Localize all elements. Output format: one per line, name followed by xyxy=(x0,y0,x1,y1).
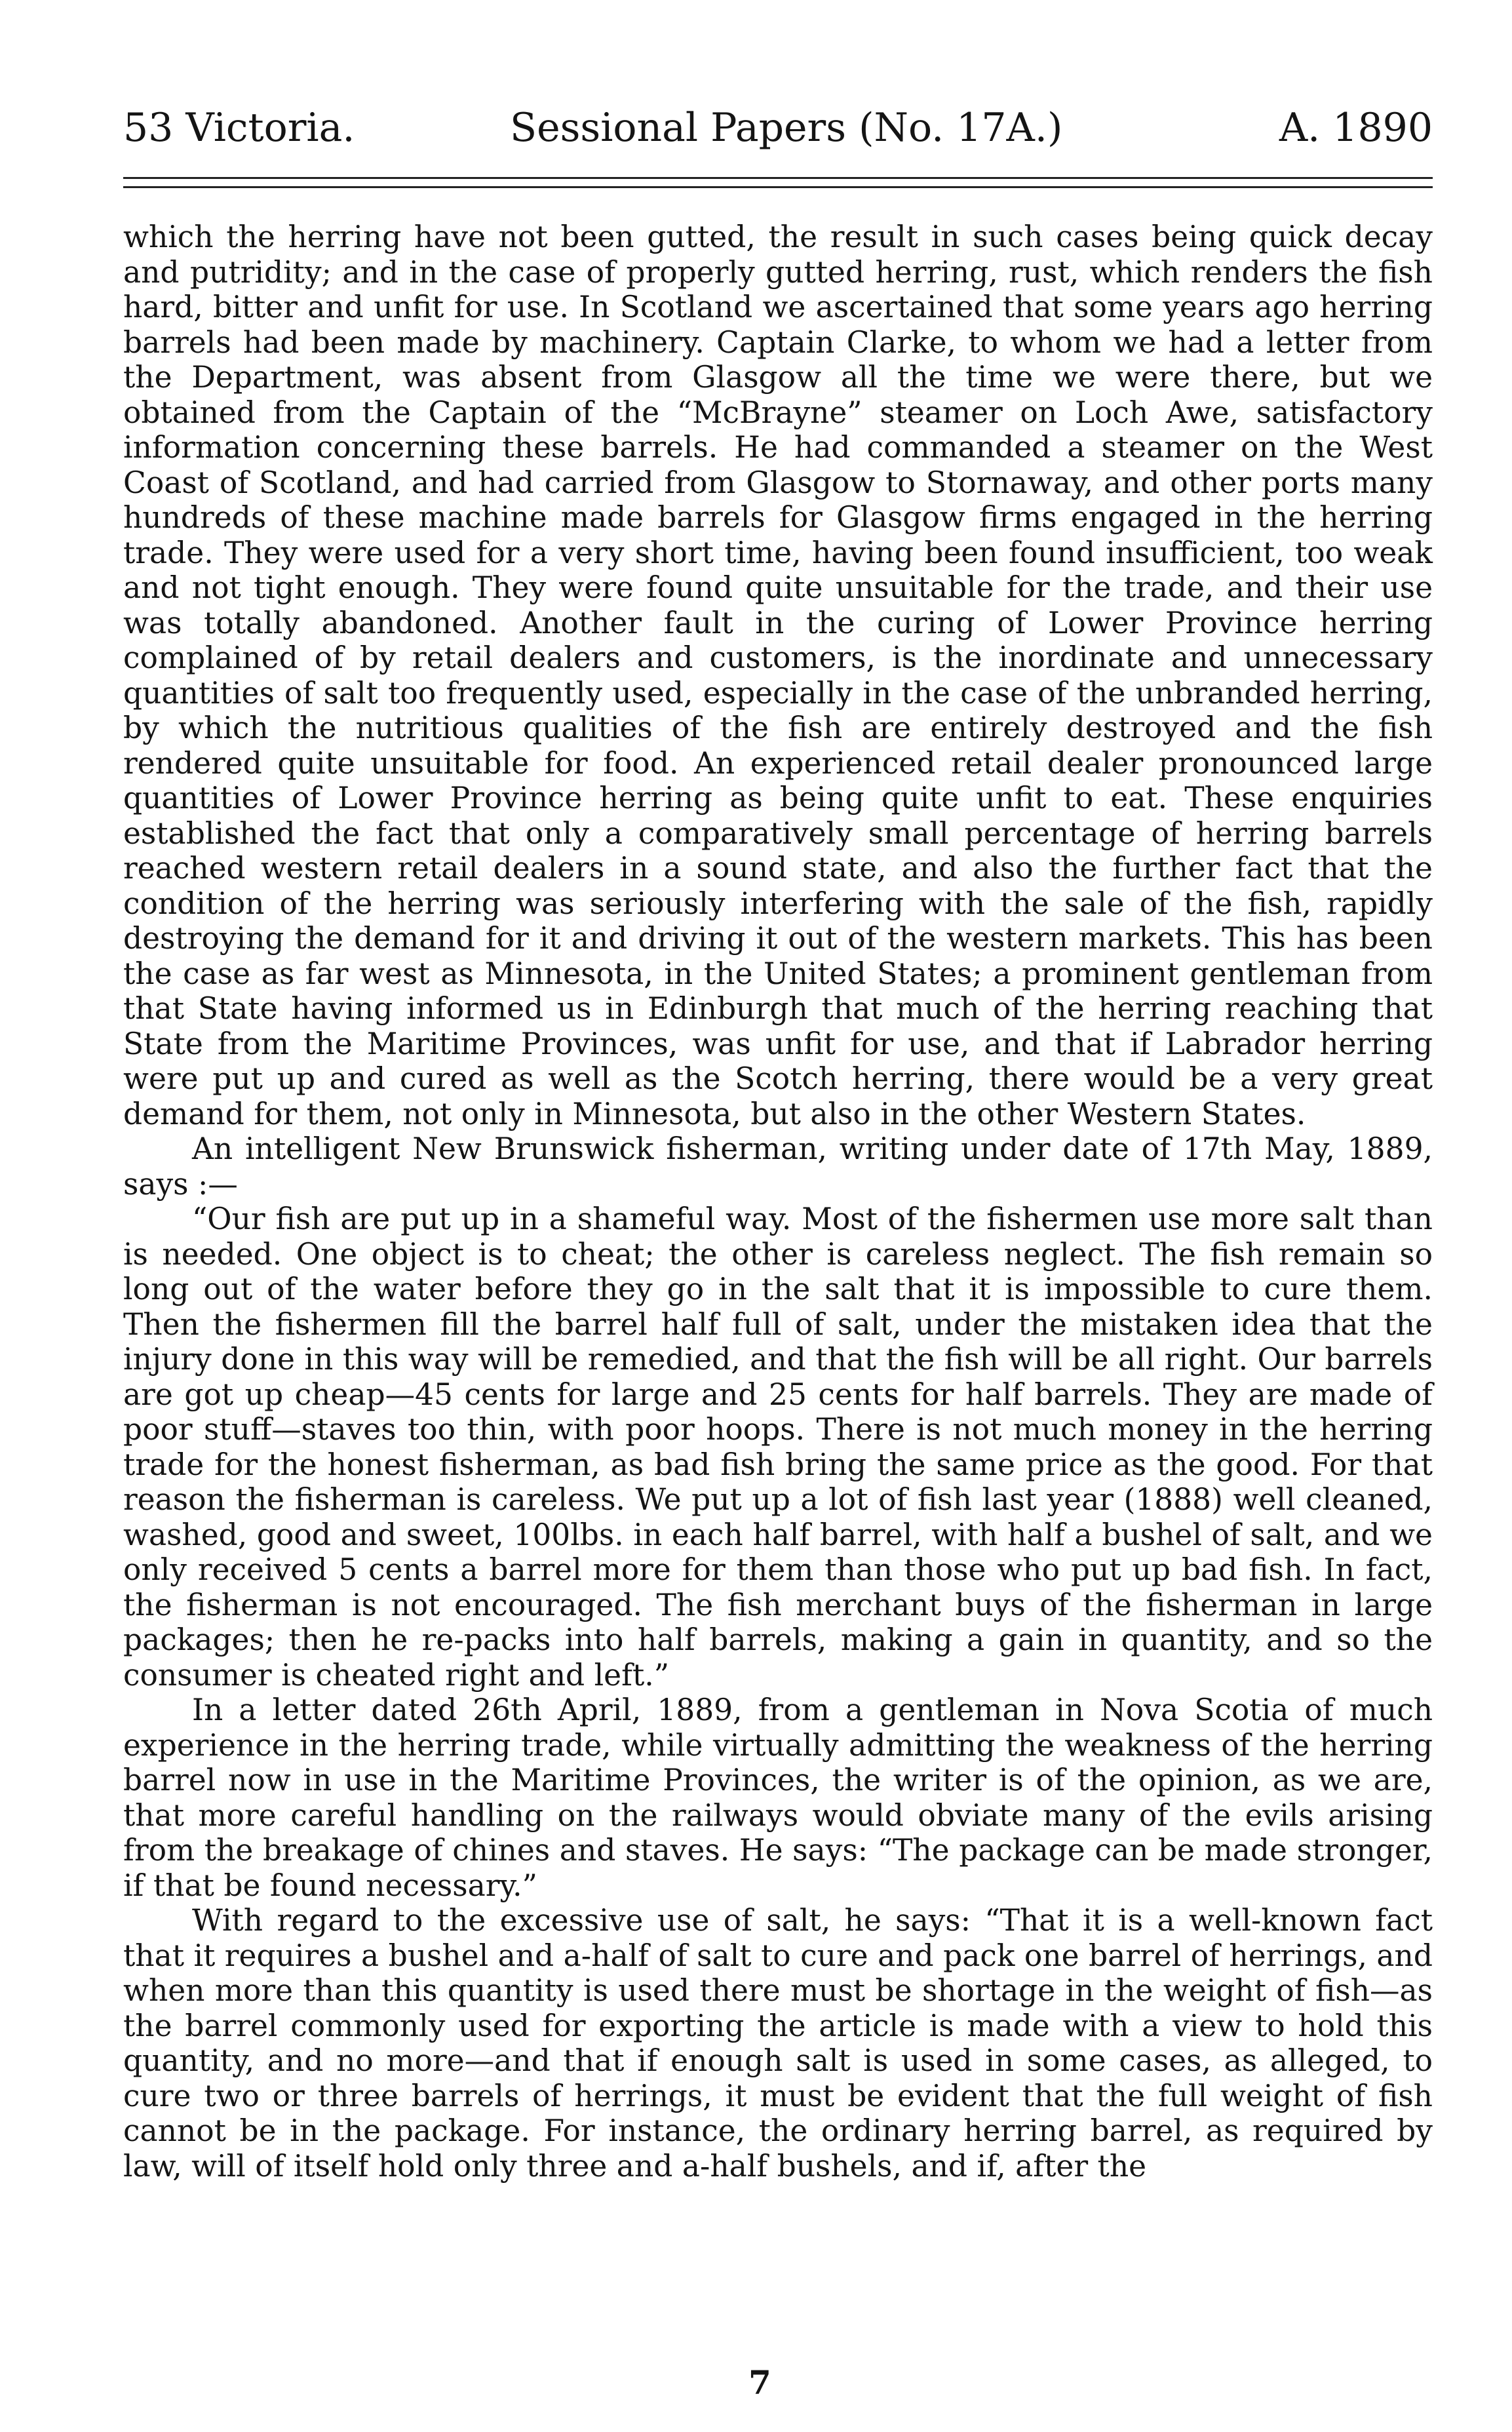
header-rule-top xyxy=(123,177,1433,179)
paragraph-nova-scotia-letter: In a letter dated 26th April, 1889, from a gentleman in Nova Scotia of much experience in the herring trade, while virtually admitting the weakness of the herring barrel now in use in the Maritime Provinces, the writer is of the opinion, as we are, that more careful handling on the railways would obviate many of the evils arising from the breakage of chines and staves. He says: “The package can be made stronger, if that be found necessary.” xyxy=(123,1693,1433,1903)
paragraph-continuation: which the herring have not been gutted, the result in such cases being quick decay and putridity; and in the case of properly gutted herring, rust, which renders the fish hard, bitter and unfit for use. In Scotland we ascertained that some years ago herring barrels had been made by machinery. Captain Clarke, to whom we had a letter from the Department, was absent from Glasgow all the time we were there, but we obtained from the Captain of the “McBrayne” steamer on Loch Awe, satisfactory information concerning these barrels. He had commanded a steamer on the West Coast of Scotland, and had carried from Glasgow to Stornaway, and other ports many hundreds of these machine made barrels for Glasgow firms engaged in the herring trade. They were used for a very short time, having been found insufficient, too weak and not tight enough. They were found quite unsuitable for the trade, and their use was totally abandoned. Another fault in the curing of Lower Province herring complained of by retail dealers and customers, is the inordinate and unnecessary quantities of salt too frequently used, especially in the case of the unbranded herring, by which the nutritious qualities of the fish are entirely destroyed and the fish rendered quite unsuitable for food. An experienced retail dealer pronounced large quantities of Lower Province herring as being quite unfit to eat. These enquiries established the fact that only a comparatively small percentage of herring barrels reached western retail dealers in a sound state, and also the further fact that the condition of the herring was seriously interfering with the sale of the fish, rapidly destroying the demand for it and driving it out of the western markets. This has been the case as far west as Minnesota, in the United States; a prominent gentleman from that State having informed us in Edinburgh that much of the herring reaching that State from the Maritime Provinces, was unfit for use, and that if Labrador herring were put up and cured as well as the Scotch herring, there would be a very great demand for them, not only in Minnesota, but also in the other Western States. xyxy=(123,220,1433,1131)
header-year: A. 1890 xyxy=(1279,105,1433,151)
paragraph-fisherman-intro: An intelligent New Brunswick fisherman, writing under date of 17th May, 1889, says :— xyxy=(123,1131,1433,1202)
header-title: Sessional Papers (No. 17A.) xyxy=(510,105,1063,151)
page-number: 7 xyxy=(748,2363,771,2402)
paragraph-fisherman-quote: “Our fish are put up in a shameful way. Most of the fishermen use more salt than is needed. One object is to cheat; the other is careless neglect. The fish remain so long out of the water before they go in the salt that it is impossible to cure them. Then the fishermen fill the barrel half full of salt, under the mistaken idea that the injury done in this way will be remedied, and that the fish will be all right. Our barrels are got up cheap—45 cents for large and 25 cents for half barrels. They are made of poor stuff—staves too thin, with poor hoops. There is not much money in the herring trade for the honest fisherman, as bad fish bring the same price as the good. For that reason the fisherman is careless. We put up a lot of fish last year (1888) well cleaned, washed, good and sweet, 100lbs. in each half barrel, with half a bushel of salt, and we only received 5 cents a barrel more for them than those who put up bad fish. In fact, the fisherman is not encouraged. The fish merchant buys of the fisherman in large packages; then he re-packs into half barrels, making a gain in quantity, and so the consumer is cheated right and left.” xyxy=(123,1202,1433,1693)
document-page xyxy=(123,98,1433,2184)
header-rule-bottom xyxy=(123,186,1433,188)
header-volume: 53 Victoria. xyxy=(123,105,355,151)
paragraph-salt-quote: With regard to the excessive use of salt, he says: “That it is a well-known fact that it requires a bushel and a-half of salt to cure and pack one barrel of herrings, and when more than this quantity is used there must be shortage in the weight of fish—as the barrel commonly used for exporting the article is made with a view to hold this quantity, and no more—and that if enough salt is used in some cases, as alleged, to cure two or three barrels of herrings, it must be evident that the full weight of fish cannot be in the package. For instance, the ordinary herring barrel, as required by law, will of itself hold only three and a-half bushels, and if, after the xyxy=(123,1903,1433,2184)
body-text xyxy=(123,220,1433,2184)
running-header xyxy=(123,98,1433,157)
